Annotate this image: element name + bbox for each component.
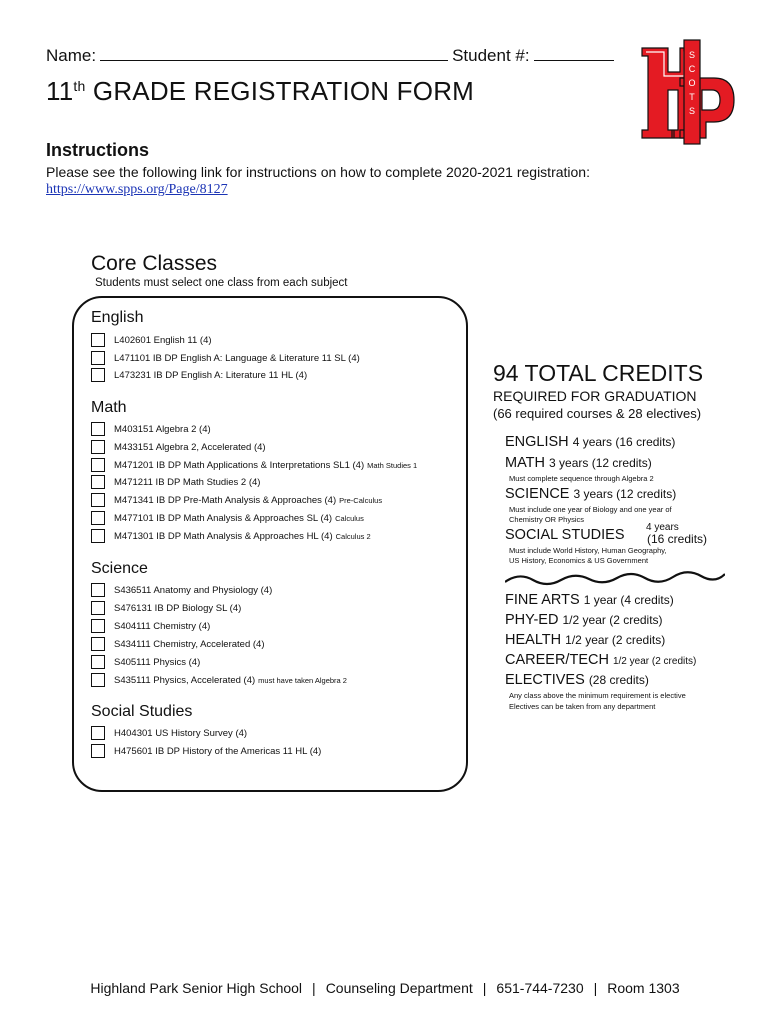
credits-breakdown: (66 required courses & 28 electives) [493,406,702,421]
course-item[interactable]: L471101 IB DP English A: Language & Literature 11 SL (4) [91,350,360,366]
requirement-science: SCIENCE 3 years (12 credits) [505,486,677,502]
course-item[interactable]: M471341 IB DP Pre-Math Analysis & Approaches (4) Pre-Calculus [91,492,382,508]
checkbox[interactable] [91,493,105,507]
course-item[interactable]: M471211 IB DP Math Studies 2 (4) [91,474,260,490]
checkbox[interactable] [91,619,105,633]
requirement-electives: ELECTIVES (28 credits) [505,672,649,688]
name-student-line [46,46,614,66]
name-field[interactable] [100,47,448,61]
requirement-social-studies: SOCIAL STUDIES [505,527,625,543]
course-item[interactable]: H475601 IB DP History of the Americas 11 HL (4) [91,743,321,759]
course-item[interactable]: L402601 English 11 (4) [91,332,212,348]
course-item[interactable]: H404301 US History Survey (4) [91,725,247,741]
checkbox[interactable] [91,422,105,436]
footer: Highland Park Senior High School | Counseling Department | 651-744-7230 | Room 1303 [90,980,680,996]
checkbox[interactable] [91,458,105,472]
course-item[interactable]: L473231 IB DP English A: Literature 11 HL (4) [91,367,307,383]
svg-text:T: T [689,92,695,102]
course-item[interactable]: S405111 Physics (4) [91,654,200,670]
electives-note-2: Electives can be taken from any department [509,702,656,711]
footer-department: Counseling Department [325,980,473,996]
social-studies-credits: (16 credits) [647,532,708,546]
school-logo [640,38,736,146]
social-studies-note-1: Must include World History, Human Geography, [509,546,667,555]
checkbox[interactable] [91,440,105,454]
course-item[interactable]: M471301 IB DP Math Analysis & Approaches HL (4) Calculus 2 [91,528,371,544]
course-item[interactable]: M433151 Algebra 2, Accelerated (4) [91,439,266,455]
page-title: 11th GRADE REGISTRATION FORM [46,76,475,106]
checkbox[interactable] [91,637,105,651]
checkbox[interactable] [91,744,105,758]
required-for-graduation: REQUIRED FOR GRADUATION [493,388,697,404]
total-credits-heading: 94 TOTAL CREDITS [493,360,704,386]
svg-text:S: S [688,50,696,60]
checkbox[interactable] [91,351,105,365]
course-item[interactable]: S476131 IB DP Biology SL (4) [91,600,241,616]
requirement-health: HEALTH 1/2 year (2 credits) [505,632,666,648]
checkbox[interactable] [91,368,105,382]
social-studies-years: 4 years [646,522,679,533]
student-number-label: Student #: [452,46,530,65]
science-note-1: Must include one year of Biology and one year of [509,505,672,514]
wavy-divider [505,570,725,586]
checkbox[interactable] [91,511,105,525]
student-number-field[interactable] [534,47,614,61]
course-item[interactable]: M471201 IB DP Math Applications & Interpretations SL1 (4) Math Studies 1 [91,457,417,473]
instructions-link[interactable]: https://www.spps.org/Page/8127 [46,182,228,197]
course-item[interactable]: S436511 Anatomy and Physiology (4) [91,582,272,598]
footer-school: Highland Park Senior High School [90,980,303,996]
checkbox[interactable] [91,601,105,615]
requirement-fine-arts: FINE ARTS 1 year (4 credits) [505,592,674,608]
checkbox[interactable] [91,475,105,489]
svg-text:O: O [688,78,696,88]
checkbox[interactable] [91,529,105,543]
checkbox[interactable] [91,726,105,740]
math-note: Must complete sequence through Algebra 2 [509,474,654,483]
subject-social-studies: Social Studies [91,703,193,720]
requirement-math: MATH 3 years (12 credits) [505,455,652,471]
subject-math: Math [91,399,127,416]
subject-science: Science [91,560,148,577]
requirement-career-tech: CAREER/TECH 1/2 year (2 credits) [505,652,697,668]
requirement-phy-ed: PHY-ED 1/2 year (2 credits) [505,612,663,628]
electives-note-1: Any class above the minimum requirement is elective [509,691,686,700]
core-classes-subtitle: Students must select one class from each subject [95,277,348,289]
course-item[interactable]: M403151 Algebra 2 (4) [91,421,211,437]
svg-text:C: C [688,64,696,74]
course-item[interactable]: S434111 Chemistry, Accelerated (4) [91,636,265,652]
course-item[interactable]: S404111 Chemistry (4) [91,618,210,634]
instructions-text: Please see the following link for instructions on how to complete 2020-2021 registration: [46,164,590,180]
checkbox[interactable] [91,583,105,597]
course-item[interactable]: M477101 IB DP Math Analysis & Approaches SL (4) Calculus [91,510,364,526]
instructions-heading: Instructions [46,140,150,160]
course-item[interactable]: S435111 Physics, Accelerated (4) must have taken Algebra 2 [91,672,347,688]
core-classes-title: Core Classes [91,252,218,275]
science-note-2: Chemistry OR Physics [509,515,585,524]
checkbox[interactable] [91,333,105,347]
name-label: Name: [46,46,97,65]
svg-text:S: S [688,106,696,116]
requirement-english: ENGLISH 4 years (16 credits) [505,434,676,450]
social-studies-note-2: US History, Economics & US Government [509,556,649,565]
subject-english: English [91,309,144,326]
footer-room: Room 1303 [607,980,680,996]
footer-phone: 651-744-7230 [496,980,584,996]
checkbox[interactable] [91,655,105,669]
checkbox[interactable] [91,673,105,687]
